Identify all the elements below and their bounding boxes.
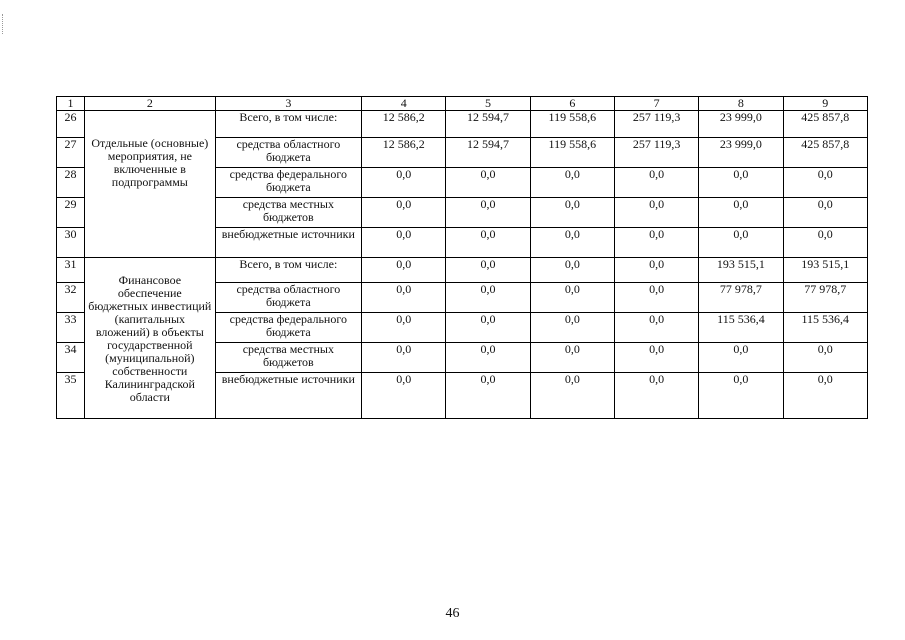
row-category: средства областного бюджета xyxy=(215,283,362,313)
value-cell: 77 978,7 xyxy=(783,283,867,313)
value-cell: 0,0 xyxy=(446,198,530,228)
header-cell: 7 xyxy=(614,97,698,111)
row-category: средства местных бюджетов xyxy=(215,343,362,373)
value-cell: 0,0 xyxy=(783,198,867,228)
value-cell: 0,0 xyxy=(530,258,614,283)
value-cell: 12 586,2 xyxy=(362,111,446,138)
row-number: 31 xyxy=(57,258,85,283)
value-cell: 12 594,7 xyxy=(446,111,530,138)
value-cell: 0,0 xyxy=(699,198,783,228)
value-cell: 23 999,0 xyxy=(699,111,783,138)
header-cell: 9 xyxy=(783,97,867,111)
header-row xyxy=(57,97,868,111)
header-cell: 4 xyxy=(362,97,446,111)
value-cell: 0,0 xyxy=(530,313,614,343)
value-cell: 0,0 xyxy=(362,373,446,419)
value-cell: 193 515,1 xyxy=(783,258,867,283)
value-cell: 0,0 xyxy=(530,168,614,198)
row-number: 30 xyxy=(57,228,85,258)
header-cell: 2 xyxy=(85,97,215,111)
value-cell: 0,0 xyxy=(362,313,446,343)
row-number: 29 xyxy=(57,198,85,228)
row-number: 32 xyxy=(57,283,85,313)
header-cell: 8 xyxy=(699,97,783,111)
row-number: 33 xyxy=(57,313,85,343)
value-cell: 0,0 xyxy=(446,313,530,343)
value-cell: 0,0 xyxy=(446,343,530,373)
row-category: средства областного бюджета xyxy=(215,138,362,168)
row-category: Всего, в том числе: xyxy=(215,258,362,283)
value-cell: 115 536,4 xyxy=(783,313,867,343)
value-cell: 23 999,0 xyxy=(699,138,783,168)
value-cell: 0,0 xyxy=(446,168,530,198)
value-cell: 425 857,8 xyxy=(783,138,867,168)
value-cell: 12 594,7 xyxy=(446,138,530,168)
value-cell: 0,0 xyxy=(614,343,698,373)
scan-edge-marks xyxy=(2,14,5,34)
row-category: внебюджетные источники xyxy=(215,228,362,258)
value-cell: 0,0 xyxy=(699,228,783,258)
value-cell: 0,0 xyxy=(530,228,614,258)
row-number: 26 xyxy=(57,111,85,138)
value-cell: 0,0 xyxy=(362,343,446,373)
value-cell: 0,0 xyxy=(362,283,446,313)
value-cell: 0,0 xyxy=(530,198,614,228)
value-cell: 0,0 xyxy=(614,283,698,313)
value-cell: 0,0 xyxy=(783,373,867,419)
value-cell: 0,0 xyxy=(614,373,698,419)
value-cell: 0,0 xyxy=(614,258,698,283)
value-cell: 0,0 xyxy=(699,373,783,419)
value-cell: 115 536,4 xyxy=(699,313,783,343)
value-cell: 77 978,7 xyxy=(699,283,783,313)
value-cell: 257 119,3 xyxy=(614,138,698,168)
row-category: внебюджетные источники xyxy=(215,373,362,419)
value-cell: 0,0 xyxy=(530,343,614,373)
group-title: Отдельные (основные) мероприятия, не включенные в подпрограммы xyxy=(85,111,215,258)
value-cell: 0,0 xyxy=(362,198,446,228)
header-cell: 1 xyxy=(57,97,85,111)
value-cell: 0,0 xyxy=(783,168,867,198)
value-cell: 0,0 xyxy=(362,258,446,283)
group-title: Финансовое обеспечение бюджетных инвестиций (капитальных вложений) в объекты государственной (муниципальной) собственности Калининградской области xyxy=(85,258,215,419)
value-cell: 0,0 xyxy=(530,283,614,313)
value-cell: 12 586,2 xyxy=(362,138,446,168)
value-cell: 0,0 xyxy=(614,168,698,198)
value-cell: 0,0 xyxy=(699,168,783,198)
row-number: 34 xyxy=(57,343,85,373)
value-cell: 0,0 xyxy=(362,228,446,258)
value-cell: 0,0 xyxy=(530,373,614,419)
row-category: средства федерального бюджета xyxy=(215,313,362,343)
value-cell: 119 558,6 xyxy=(530,111,614,138)
value-cell: 193 515,1 xyxy=(699,258,783,283)
value-cell: 0,0 xyxy=(699,343,783,373)
value-cell: 0,0 xyxy=(446,283,530,313)
budget-table xyxy=(56,96,868,419)
row-category: Всего, в том числе: xyxy=(215,111,362,138)
row-number: 35 xyxy=(57,373,85,419)
value-cell: 0,0 xyxy=(446,258,530,283)
header-cell: 3 xyxy=(215,97,362,111)
row-category: средства федерального бюджета xyxy=(215,168,362,198)
row-category: средства местных бюджетов xyxy=(215,198,362,228)
page-number: 46 xyxy=(445,606,460,621)
table-row xyxy=(57,258,868,283)
value-cell: 119 558,6 xyxy=(530,138,614,168)
value-cell: 0,0 xyxy=(446,373,530,419)
value-cell: 0,0 xyxy=(446,228,530,258)
value-cell: 0,0 xyxy=(783,343,867,373)
value-cell: 257 119,3 xyxy=(614,111,698,138)
value-cell: 425 857,8 xyxy=(783,111,867,138)
row-number: 28 xyxy=(57,168,85,198)
value-cell: 0,0 xyxy=(614,198,698,228)
table-row xyxy=(57,111,868,138)
value-cell: 0,0 xyxy=(783,228,867,258)
header-cell: 6 xyxy=(530,97,614,111)
value-cell: 0,0 xyxy=(614,228,698,258)
row-number: 27 xyxy=(57,138,85,168)
header-cell: 5 xyxy=(446,97,530,111)
value-cell: 0,0 xyxy=(362,168,446,198)
value-cell: 0,0 xyxy=(614,313,698,343)
